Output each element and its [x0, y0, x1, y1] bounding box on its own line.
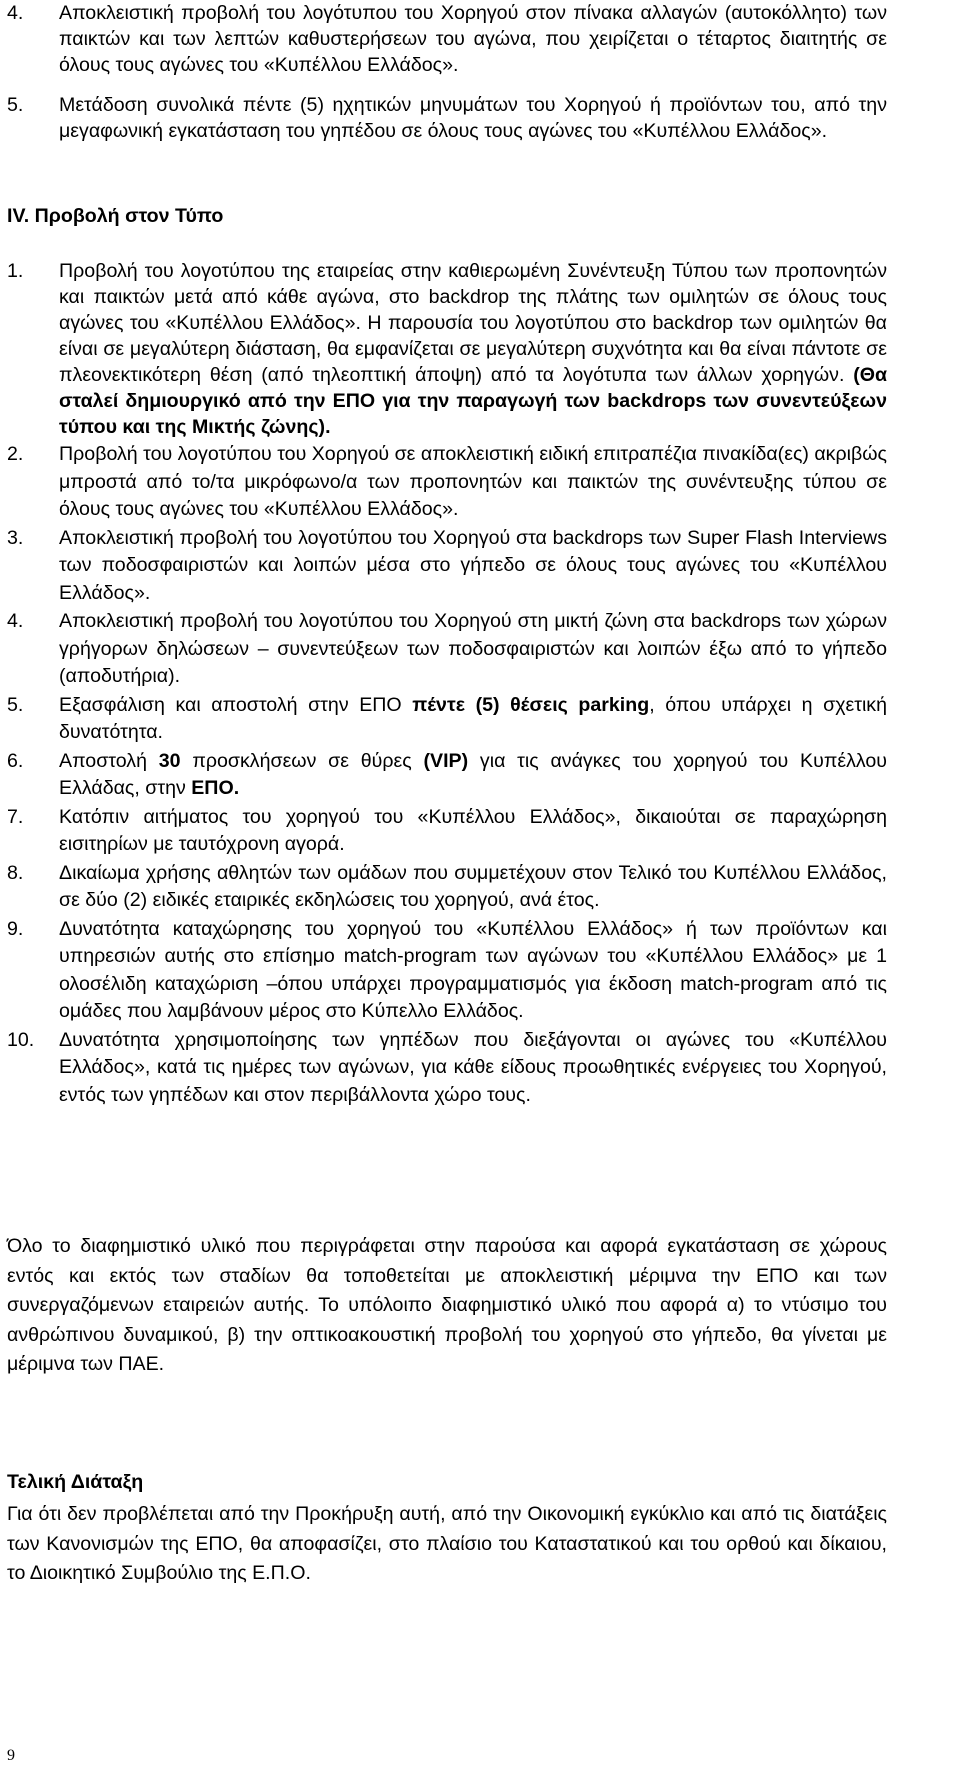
press-list: [7, 258, 887, 1109]
list-item: [7, 525, 887, 608]
item-number: 9.: [7, 917, 24, 940]
item-text: Αποκλειστική προβολή του λογοτύπου του Χορηγού στη μικτή ζώνη στα backdrops των χώρων γρήγορων δηλώσεων – συνεντεύξεων των ποδοσφαιριστών και λοιπών έξω από το γήπεδο (αποδυτήρια).: [59, 610, 887, 687]
item-number: 4.: [7, 610, 24, 632]
item-number: 8.: [7, 861, 24, 884]
item-number: 1.: [7, 260, 24, 282]
final-paragraph: Για ότι δεν προβλέπεται από την Προκήρυξη αυτή, από την Οικονομική εγκύκλιο και από τις διατάξεις των Κανονισμών της ΕΠΟ, θα αποφασίζει, στο πλαίσιο του Καταστατικού και του ορθού και δίκαιου, το Διοικητικό Συμβούλιο της Ε.Π.Ο.: [7, 1503, 887, 1584]
item-text: Κατόπιν αιτήματος του χορηγού του «Κυπέλλου Ελλάδος», δικαιούται σε παραχώρηση εισιτηρίων με ταυτόχρονη αγορά.: [59, 805, 887, 855]
item-text: Αποκλειστική προβολή του λογότυπου του Χορηγού στον πίνακα αλλαγών (αυτοκόλλητο) των παικτών και των λεπτών καθυστερήσεων του αγώνα, που χειρίζεται ο τέταρτος διαιτητής σε όλους τους αγώνες του «Κυπέλλου Ελλάδος».: [59, 2, 887, 76]
item-text: Αποστολή 30 προσκλήσεων σε θύρες (VIP) για τις ανάγκες του χορηγού του Κυπέλλου Ελλάδας, στην ΕΠΟ.: [59, 749, 887, 799]
item-text: Προβολή του λογοτύπου του Χορηγού σε αποκλειστική ειδική επιτραπέζια πινακίδα(ες) ακριβώς μπροστά από το/τα μικρόφωνο/α των προπονητών και παικτών της συνέντευξης τύπου σε όλους τους αγώνες του «Κυπέλλου Ελλάδος».: [59, 443, 887, 520]
summary-paragraph: Όλο το διαφημιστικό υλικό που περιγράφεται στην παρούσα και αφορά εγκατάσταση σε χώρους εντός και εκτός των σταδίων θα τοποθετείται με αποκλειστική μέριμνα την ΕΠΟ και των συνεργαζόμενων εταιρειών αυτής. Το υπόλοιπο διαφημιστικό υλικό που αφορά α) το ντύσιμο του ανθρώπινου δυναμικού, β) την οπτικοακουστική προβολή του χορηγού στο γήπεδο, θα γίνεται με μέριμνα των ΠΑΕ.: [7, 1235, 887, 1375]
item-number: 4.: [7, 2, 24, 24]
item-text: Δυνατότητα καταχώρησης του χορηγού του «Κυπέλλου Ελλάδος» ή των προϊόντων και υπηρεσιών αυτής στο επίσημο match-program των αγώνων του «Κυπέλλου Ελλάδος» με 1 ολοσέλιδη καταχώριση –όπου υπάρχει προγραμματισμός για έκδοση match-program από τις ομάδες που λαμβάνουν μέρος στο Κύπελλο Ελλάδος.: [59, 917, 887, 1022]
list-item: [7, 692, 887, 747]
list-item: [7, 916, 887, 1026]
page-number: 9: [7, 1747, 15, 1764]
item-number: 7.: [7, 805, 24, 828]
list-item: [7, 1027, 887, 1110]
list-item: [7, 608, 887, 691]
list-item: [7, 804, 887, 859]
list-item: [7, 441, 887, 524]
list-item: [7, 0, 887, 78]
item-text: Εξασφάλιση και αποστολή στην ΕΠΟ πέντε (5) θέσεις parking, όπου υπάρχει η σχετική δυνατότητα.: [59, 693, 887, 743]
final-heading: Τελική Διάταξη: [7, 1471, 144, 1493]
top-list: [7, 0, 887, 196]
item-text: Μετάδοση συνολικά πέντε (5) ηχητικών μηνυμάτων του Χορηγού ή προϊόντων του, από την μεγαφωνική εγκατάσταση του γηπέδου σε όλους τους αγώνες του «Κυπέλλου Ελλάδος».: [59, 94, 887, 142]
item-number: 6.: [7, 749, 24, 772]
list-item: [7, 860, 887, 915]
item-number: 2.: [7, 443, 24, 465]
section-heading: IV. Προβολή στον Τύπο: [7, 205, 224, 227]
item-number: 10.: [7, 1028, 35, 1051]
bold-note: (Θα σταλεί δημιουργικό από την ΕΠΟ για την παραγωγή των backdrops των συνεντεύξεων τύπου και της Μικτής ζώνης).: [59, 364, 887, 438]
item-number: 5.: [7, 94, 24, 116]
list-item: [7, 748, 887, 803]
item-text: Δικαίωμα χρήσης αθλητών των ομάδων που συμμετέχουν στον Τελικό του Κυπέλλου Ελλάδος, σε δύο (2) ειδικές εταιρικές εκδηλώσεις του χορηγού, ανά έτος.: [59, 861, 887, 911]
item-text: Προβολή του λογοτύπου της εταιρείας στην καθιερωμένη Συνέντευξη Τύπου των προπονητών και παικτών μετά από κάθε αγώνα, στο backdrop της πλάτης των ομιλητών σε όλους τους αγώνες του «Κυπέλλου Ελλάδος». Η παρουσία του λογοτύπου στο backdrop των ομιλητών θα είναι σε μεγαλύτερη διάσταση, θα εμφανίζεται σε μεγαλύτερη συχνότητα και θα είναι πάντοτε σε πλεονεκτικότερη θέση (από τηλεοπτική άποψη) από τα λογότυπα των άλλων χορηγών. (Θα σταλεί δημιουργικό από την ΕΠΟ για την παραγωγή των backdrops των συνεντεύξεων τύπου και της Μικτής ζώνης).: [59, 260, 887, 438]
item-text: Αποκλειστική προβολή του λογοτύπου του Χορηγού στα backdrops των Super Flash Interviews των ποδοσφαιριστών και λοιπών μέσα στο γήπεδο σε όλους τους αγώνες του «Κυπέλλου Ελλάδος».: [59, 526, 887, 604]
list-item: [7, 258, 887, 440]
list-item: [7, 92, 887, 196]
item-number: 3.: [7, 526, 24, 549]
item-text: Δυνατότητα χρησιμοποίησης των γηπέδων που διεξάγονται οι αγώνες του «Κυπέλλου Ελλάδος», κατά τις ημέρες των αγώνων, για κάθε είδους προωθητικές ενέργειες του Χορηγού, εντός των γηπέδων και στον περιβάλλοντα χώρο τους.: [59, 1028, 887, 1106]
item-number: 5.: [7, 693, 24, 716]
